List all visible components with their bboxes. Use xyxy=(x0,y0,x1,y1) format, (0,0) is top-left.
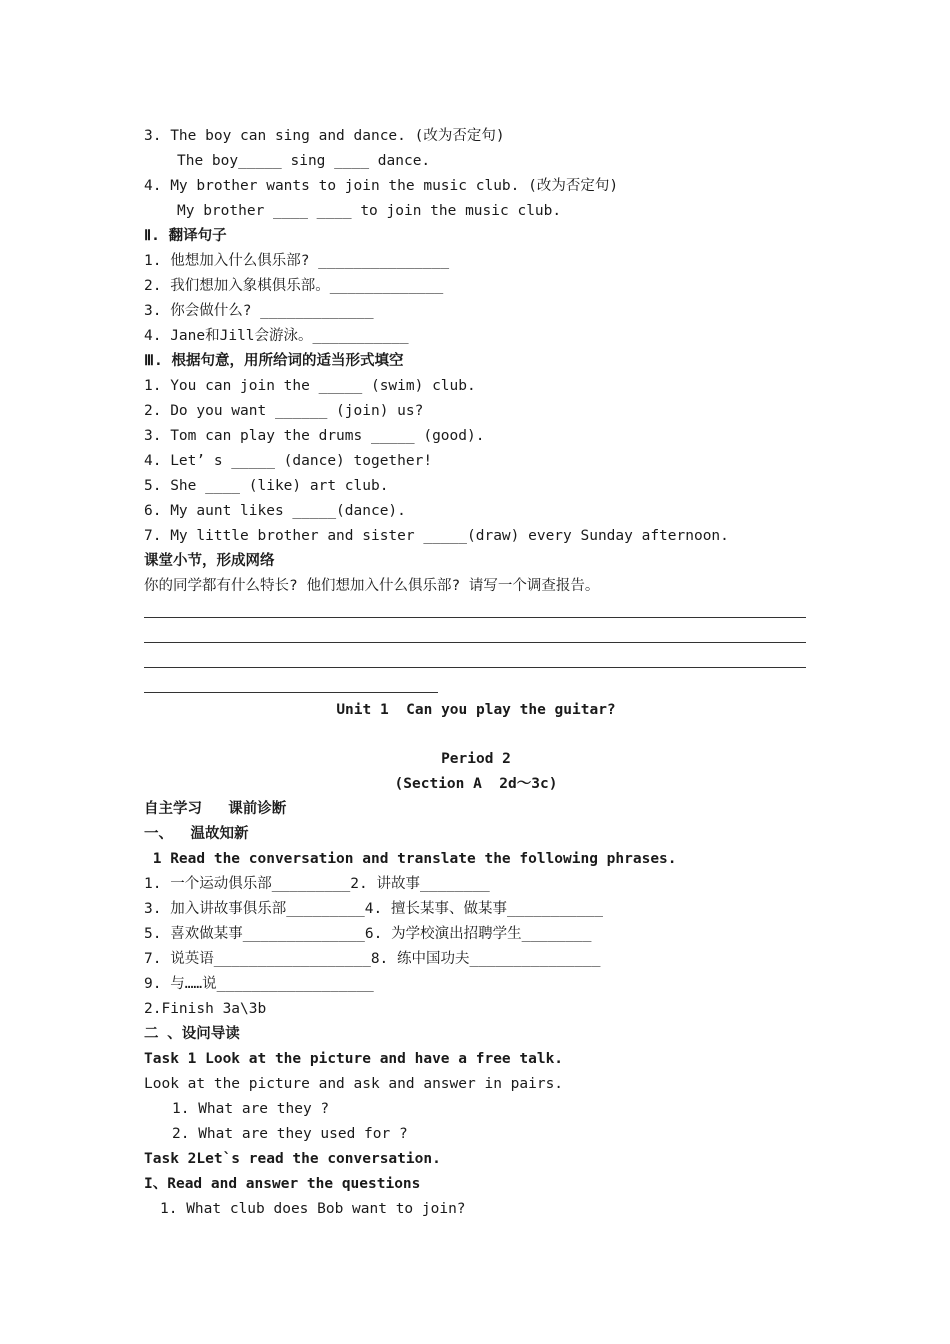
fill-item-6: 6. My aunt likes _____(dance). xyxy=(144,503,406,519)
translate-item-3: 3. 你会做什么? _____________ xyxy=(144,303,374,319)
unit-title: Unit 1 Can you play the guitar? xyxy=(336,702,616,718)
read-answer-question-1: 1. What club does Bob want to join? xyxy=(160,1201,466,1217)
guided-heading: 二 、设问导读 xyxy=(144,1026,240,1042)
section-range: (Section A 2d～3c) xyxy=(394,776,558,792)
exercise-answer-3: The boy_____ sing ____ dance. xyxy=(177,153,431,169)
phrase-row-3: 5. 喜欢做某事______________6. 为学校演出招聘学生________ xyxy=(144,926,592,942)
task-1-instruction: Look at the picture and ask and answer in pairs. xyxy=(144,1076,564,1092)
summary-heading: 课堂小节，形成网络 xyxy=(144,553,275,569)
read-answer-heading: I、Read and answer the questions xyxy=(144,1176,421,1192)
exercise-question-3: 3. The boy can sing and dance. (改为否定句) xyxy=(144,128,505,144)
task-2: Task 2Let`s read the conversation. xyxy=(144,1151,441,1167)
fill-item-2: 2. Do you want ______ (join) us? xyxy=(144,403,424,419)
writing-line-1 xyxy=(144,617,806,618)
phrase-row-1: 1. 一个运动俱乐部_________2. 讲故事________ xyxy=(144,876,490,892)
self-study-heading: 自主学习 课前诊断 xyxy=(144,801,287,817)
translate-item-1: 1. 他想加入什么俱乐部? _______________ xyxy=(144,253,450,269)
section-ii-heading: Ⅱ. 翻译句子 xyxy=(144,228,227,244)
period-title: Period 2 xyxy=(441,751,511,767)
task-1-question-2: 2. What are they used for ? xyxy=(172,1126,408,1142)
fill-item-4: 4. Let’ s _____ (dance) together! xyxy=(144,453,433,469)
translate-item-2: 2. 我们想加入象棋俱乐部。_____________ xyxy=(144,278,444,294)
fill-item-5: 5. She ____ (like) art club. xyxy=(144,478,389,494)
phrase-row-5: 9. 与……说__________________ xyxy=(144,976,374,992)
task-1: Task 1 Look at the picture and have a free talk. xyxy=(144,1051,564,1067)
phrase-row-4: 7. 说英语__________________8. 练中国功夫_______________ xyxy=(144,951,601,967)
summary-prompt: 你的同学都有什么特长? 他们想加入什么俱乐部? 请写一个调查报告。 xyxy=(144,578,600,594)
writing-line-3 xyxy=(144,667,806,668)
finish-task: 2.Finish 3a\3b xyxy=(144,1001,267,1017)
task-1-question-1: 1. What are they ? xyxy=(172,1101,330,1117)
translate-task: 1 Read the conversation and translate the following phrases. xyxy=(144,851,677,867)
writing-line-2 xyxy=(144,642,806,643)
review-heading: 一、 温故知新 xyxy=(144,826,249,842)
translate-item-4: 4. Jane和Jill会游泳。___________ xyxy=(144,328,409,344)
writing-line-4 xyxy=(144,692,438,693)
section-iii-heading: Ⅲ. 根据句意，用所给词的适当形式填空 xyxy=(144,353,404,369)
fill-item-7: 7. My little brother and sister _____(draw) every Sunday afternoon. xyxy=(144,528,729,544)
fill-item-3: 3. Tom can play the drums _____ (good). xyxy=(144,428,485,444)
exercise-answer-4: My brother ____ ____ to join the music club. xyxy=(177,203,562,219)
exercise-question-4: 4. My brother wants to join the music club. (改为否定句) xyxy=(144,178,619,194)
phrase-row-2: 3. 加入讲故事俱乐部_________4. 擅长某事、做某事___________ xyxy=(144,901,603,917)
fill-item-1: 1. You can join the _____ (swim) club. xyxy=(144,378,476,394)
